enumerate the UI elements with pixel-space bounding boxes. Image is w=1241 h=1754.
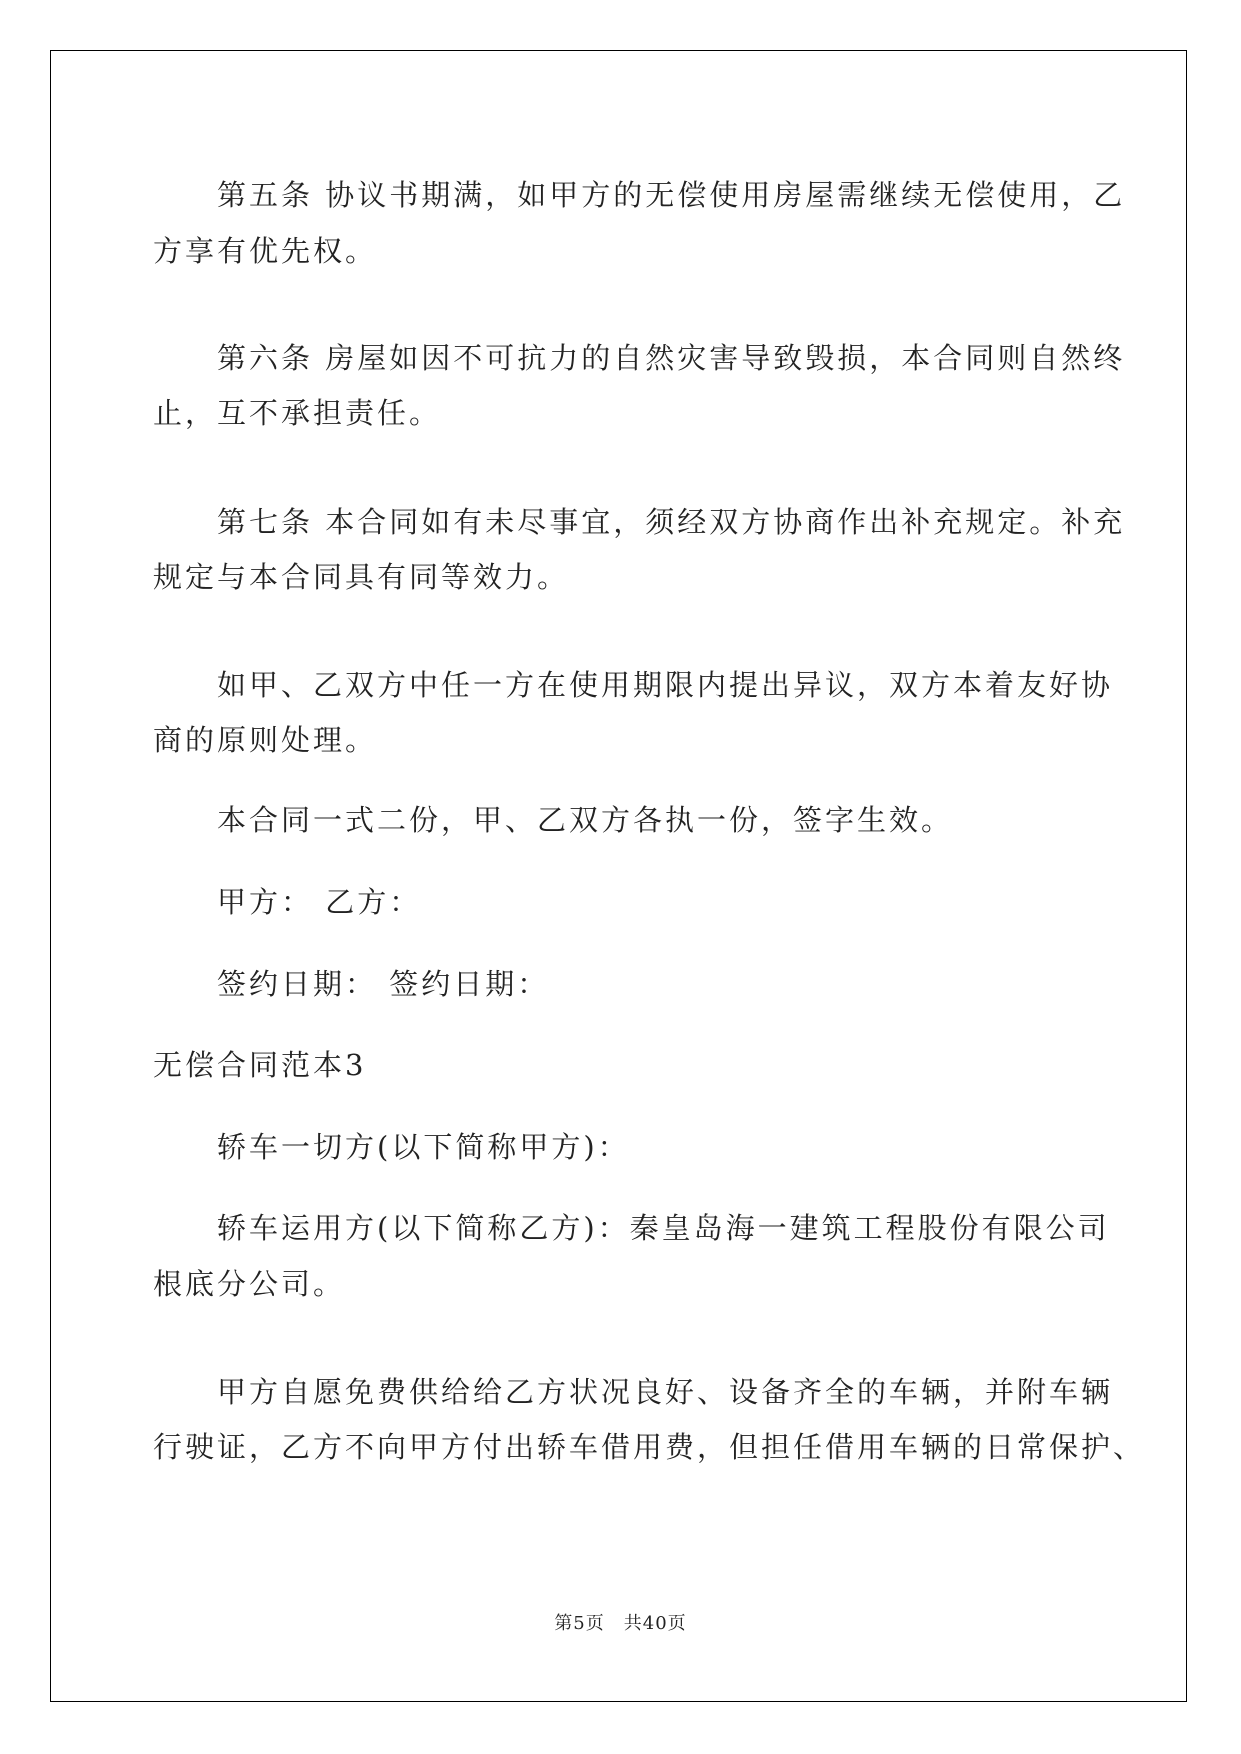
text-line: 如甲、乙双方中任一方在使用期限内提出异议，双方本着友好协 [153, 668, 1114, 702]
section-heading: 无偿合同范本3 [153, 1048, 367, 1082]
text-line: 甲方自愿免费供给给乙方状况良好、设备齐全的车辆，并附车辆 [153, 1375, 1114, 1409]
text-line: 签约日期： 签约日期： [153, 967, 550, 1001]
text-line: 甲方： 乙方： [153, 885, 422, 919]
text-line: 第六条 房屋如因不可抗力的自然灾害导致毁损，本合同则自然终 [153, 341, 1126, 375]
text-line: 轿车一切方(以下简称甲方)： [153, 1130, 630, 1164]
text-line: 本合同一式二份，甲、乙双方各执一份，签字生效。 [153, 803, 954, 837]
text-line: 商的原则处理。 [153, 723, 378, 757]
text-line: 止，互不承担责任。 [153, 396, 442, 430]
page-number: 第5页 共40页 [554, 1613, 687, 1634]
text-line: 方享有优先权。 [153, 234, 378, 268]
text-line: 轿车运用方(以下简称乙方)：秦皇岛海一建筑工程股份有限公司 [153, 1211, 1110, 1245]
text-line: 规定与本合同具有同等效力。 [153, 560, 570, 594]
text-line: 第七条 本合同如有未尽事宜，须经双方协商作出补充规定。补充 [153, 505, 1126, 539]
text-line: 行驶证，乙方不向甲方付出轿车借用费，但担任借用车辆的日常保护、 [153, 1430, 1146, 1464]
text-line: 第五条 协议书期满，如甲方的无偿使用房屋需继续无偿使用，乙 [153, 178, 1126, 212]
text-line: 根底分公司。 [153, 1267, 346, 1301]
